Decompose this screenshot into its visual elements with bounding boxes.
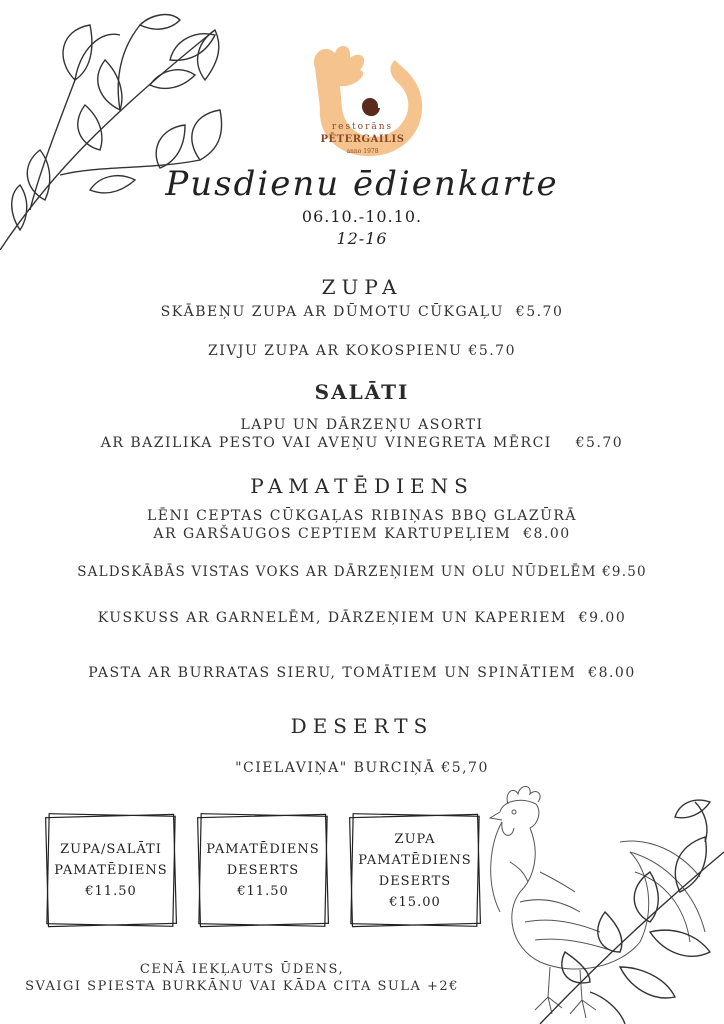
restaurant-logo (300, 38, 425, 163)
combo-line: PAMATĒDIENS (54, 863, 168, 878)
section-title-deserts: DESERTS (290, 714, 434, 738)
combo-line: ZUPA (394, 831, 436, 847)
menu-item: SKĀBEŅU ZUPA AR DŪMOTU CŪKGAĻU €5.70 (160, 304, 564, 320)
logo-text-since: anno 1978 (346, 148, 379, 155)
menu-item: AR GARŠAUGOS CEPTIEM KARTUPEĻIEM €8.00 (153, 526, 571, 542)
combo-offer-1 (45, 813, 177, 928)
menu-item: AR BAZILIKA PESTO VAI AVEŅU VINEGRETA MĒRCI €5.70 (100, 435, 624, 451)
menu-item: LĒNI CEPTAS CŪKGAĻAS RIBIŅAS BBQ GLAZŪRĀ (146, 508, 578, 524)
menu-title: Pusdienu ēdienkarte (165, 164, 559, 204)
footer-note-line-1: CENĀ IEKĻAUTS ŪDENS, (139, 962, 345, 977)
combo-offer-3 (349, 813, 481, 928)
combo-line: DESERTS (378, 873, 452, 889)
combo-line: PAMATĒDIENS (358, 852, 472, 868)
menu-item: PASTA AR BURRATAS SIERU, TOMĀTIEM UN SPINĀTIEM €8.00 (88, 665, 636, 681)
menu-dates: 06.10.-10.10. (301, 207, 423, 226)
combo-line: ZUPA/SALĀTI (60, 842, 162, 857)
combo-price: €11.50 (237, 884, 289, 899)
combo-offer-2 (197, 813, 329, 928)
logo-text-restorans: restorāns (331, 122, 394, 132)
menu-item: SALDSKĀBĀS VISTAS VOKS AR DĀRZEŅIEM UN OLU NŪDELĒM €9.50 (77, 564, 647, 580)
combo-price: €15.00 (389, 894, 441, 910)
menu-item: "CIELAVIŅA" BURCIŅĀ €5,70 (235, 760, 489, 776)
logo-text-name: PĒTERGAILIS (320, 134, 405, 145)
menu-item: KUSKUSS AR GARNELĒM, DĀRZEŅIEM UN KAPERIEM €9.00 (97, 610, 627, 626)
combo-line: DESERTS (226, 863, 300, 878)
menu-item: LAPU UN DĀRZEŅU ASORTI (240, 417, 484, 433)
combo-price: €11.50 (85, 884, 137, 899)
footer-note-line-2: SVAIGI SPIESTA BURKĀNU VAI KĀDA CITA SULA +2€ (25, 979, 459, 994)
section-title-zupa: ZUPA (321, 275, 403, 299)
menu-item: ZIVJU ZUPA AR KOKOSPIENU €5.70 (207, 343, 516, 359)
section-title-salati: SALĀTI (314, 380, 410, 404)
section-title-pamatediens: PAMATĒDIENS (250, 474, 474, 498)
menu-hours: 12-16 (336, 229, 388, 248)
combo-line: PAMATĒDIENS (206, 842, 320, 857)
